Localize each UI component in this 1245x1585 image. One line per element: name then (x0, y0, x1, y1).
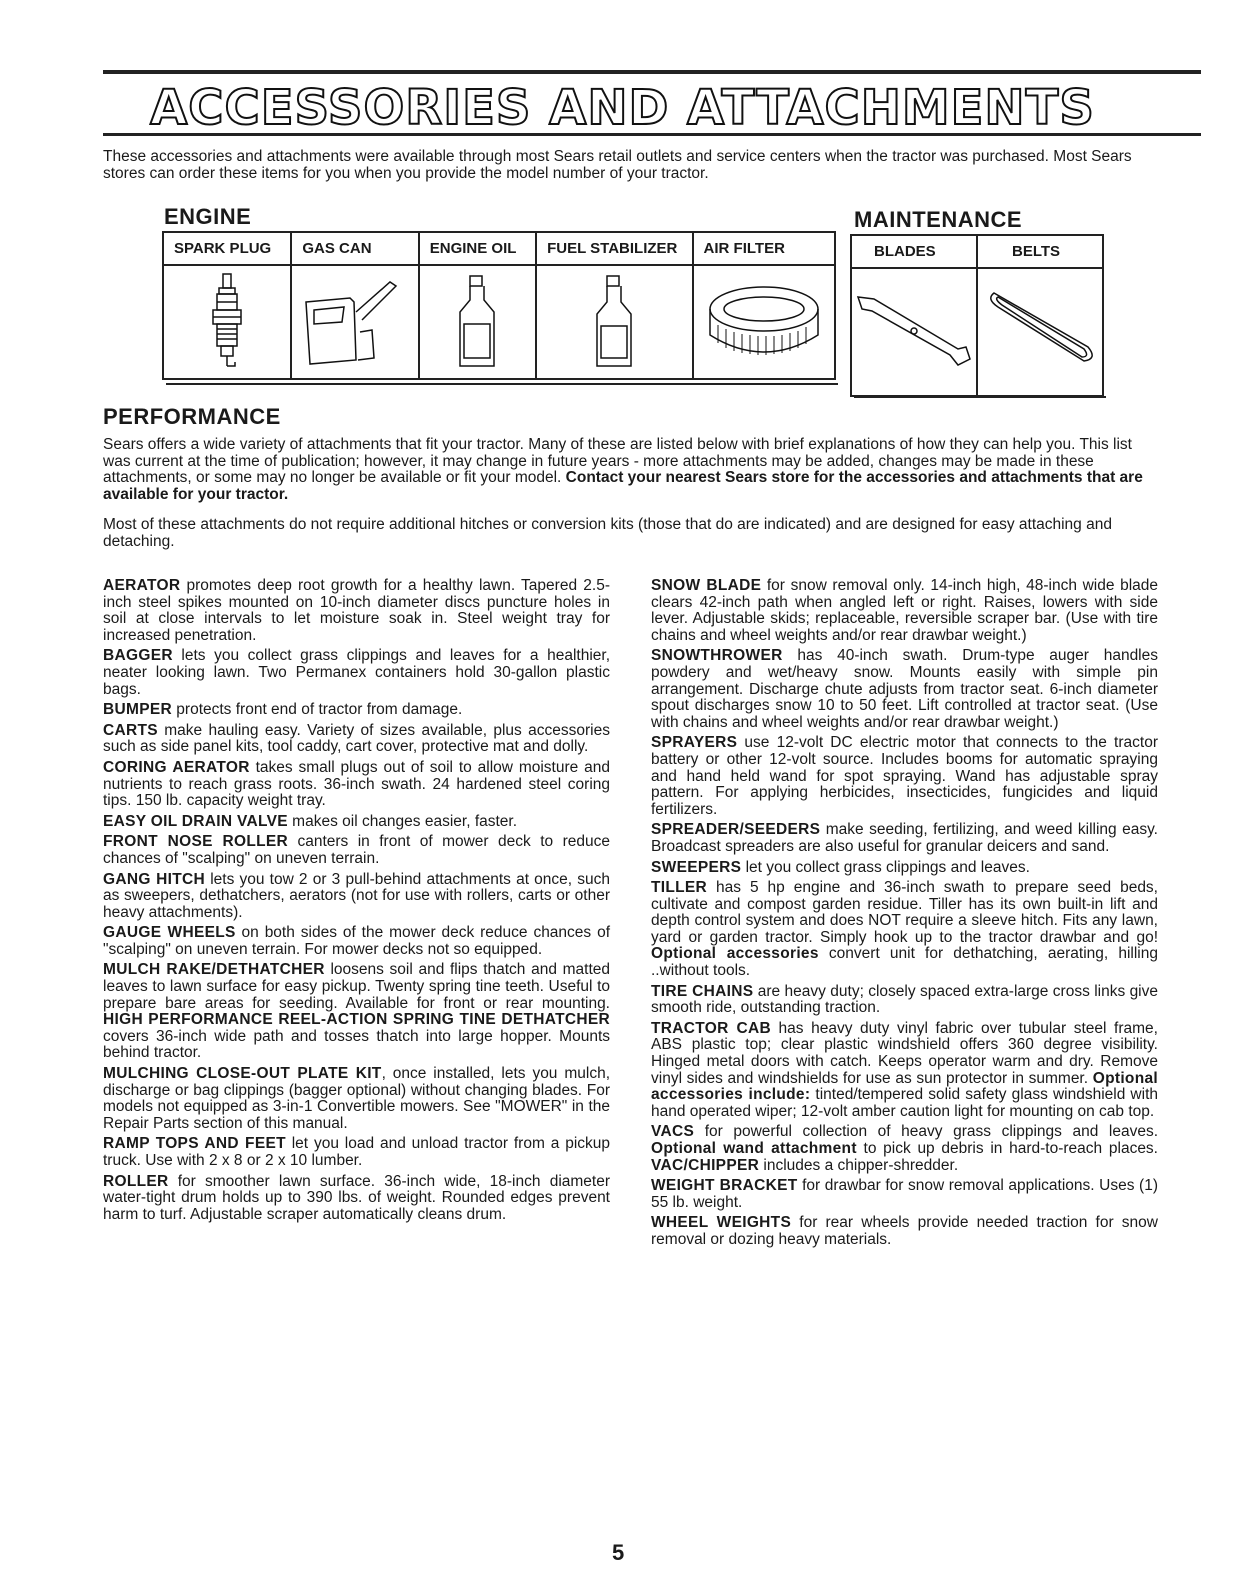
air-filter-label: AIR FILTER (693, 232, 835, 265)
list-item: VACS for powerful collection of heavy grass clippings and leaves. Optional wand attachment to pick up debris in hard-to-reach places. VAC/CHIPPER includes a chipper-shredder. (651, 1123, 1158, 1174)
performance-text: Sears offers a wide variety of attachments that fit your tractor. Many of these are listed below with brief explanations of how they can help you. This list was current at the time of publication; however, it may change in future years - more attachments may be added, changes may be made in these attachments, or some may no longer be available or fit your model. (103, 436, 1132, 486)
list-item: BAGGER lets you collect grass clippings and leaves for a healthier, neater looking lawn. Two Permanex containers hold 30-gallon plastic bags. (103, 647, 610, 698)
maintenance-table (850, 234, 1104, 397)
engine-oil-label: ENGINE OIL (419, 232, 536, 265)
list-item: MULCHING CLOSE-OUT PLATE KIT, once installed, lets you mulch, discharge or bag clippings (bagger optional) without changing blades. For models not equipped as 3-in-1 Convertible mowers. See "MOWER" in the Repair Parts section of this manual. (103, 1065, 610, 1132)
list-item: WHEEL WEIGHTS for rear wheels provide needed traction for snow removal or dozing heavy materials. (651, 1214, 1158, 1248)
top-rule (103, 70, 1201, 74)
list-item: FRONT NOSE ROLLER canters in front of mower deck to reduce chances of "scalping" on uneven terrain. (103, 833, 610, 867)
belt-icon (980, 287, 1100, 377)
gas-can-label: GAS CAN (291, 232, 418, 265)
list-item: SNOWTHROWER has 40-inch swath. Drum-type auger handles powdery and wet/heavy snow. Mounts easily with simple pin arrangement. Discharge chute adjusts from tractor seat. 6-inch diameter spout discharges snow 10 to 50 feet. Lift controlled at tractor seat. (Use with chains and wheel weights and/or rear drawbar weight.) (651, 647, 1158, 731)
intro-text: These accessories and attachments were available through most Sears retail outlets and service centers when the tractor was purchased. Most Sears stores can order these items for you when you provide the model number of your tractor. (103, 148, 1132, 182)
fuel-stabilizer-label: FUEL STABILIZER (536, 232, 692, 265)
spark-plug-label: SPARK PLUG (163, 232, 291, 265)
list-item: RAMP TOPS AND FEET let you load and unload tractor from a pickup truck. Use with 2 x 8 or 2 x 10 lumber. (103, 1135, 611, 1169)
engine-table (162, 231, 836, 380)
list-item: MULCH RAKE/DETHATCHER loosens soil and flips thatch and matted leaves to lawn surface for easy pickup. Twenty spring tine teeth. Useful to prepare bare areas for seeding. Available for front or rear mounting. HIGH PERFORMANCE REEL-ACTION SPRING TINE DETHATCHER covers 36-inch wide path and tosses thatch into large hopper. Mounts behind tractor. (103, 961, 610, 1062)
list-item: SPRAYERS use 12-volt DC electric motor that connects to the tractor battery or other 12-volt source. Includes booms for automatic spraying and hand held wand for spot spraying. Wand has adjustable spray pattern. For applying herbicides, insecticides, fungicides and liquid fertilizers. (651, 734, 1158, 818)
air-filter-icon (704, 277, 824, 367)
performance-paragraph (103, 437, 1163, 503)
list-item: GANG HITCH lets you tow 2 or 3 pull-behind attachments at once, such as sweepers, dethatchers, aerators (not for use with rollers, carts or other heavy attachments). (103, 870, 610, 921)
spark-plug-icon (207, 272, 247, 372)
list-item: TIRE CHAINS are heavy duty; closely spaced extra-large cross links give smooth ride, outstanding traction. (651, 982, 1158, 1017)
list-item: GAUGE WHEELS on both sides of the mower deck reduce chances of "scalping" on uneven terrain. For mower decks not so equipped. (103, 924, 610, 958)
oil-bottle-icon (452, 272, 502, 372)
list-item: EASY OIL DRAIN VALVE makes oil changes easier, faster. (103, 812, 518, 830)
list-item: SNOW BLADE for snow removal only. 14-inch high, 48-inch wide blade clears 42-inch path when angled left or right. Raises, lowers with side lever. Adjustable skids; replaceable, reversible scraper bar. (Use with tire chains and wheel weights and/or rear drawbar weight.) (651, 577, 1158, 644)
page-number: 5 (612, 1540, 625, 1565)
list-item: AERATOR promotes deep root growth for a healthy lawn. Tapered 2.5-inch steel spikes mounted on 10-inch diameter discs puncture holes in soil at close intervals to let moisture soak in. Steel weight tray for increased penetration. (103, 577, 610, 644)
stabilizer-bottle-icon (589, 272, 639, 372)
attachments-note: Most of these attachments do not require additional hitches or conversion kits (those that do are indicated) and are designed for easy attaching and detaching. (103, 516, 1112, 550)
maintenance-table-shadow (854, 396, 1106, 398)
performance-contact-note: Contact your nearest Sears store for the accessories and attachments that are available for your tractor. (103, 469, 1143, 503)
engine-table-shadow (166, 383, 838, 385)
left-column (103, 578, 610, 1227)
blades-label: BLADES (851, 235, 977, 268)
engine-heading: ENGINE (164, 204, 252, 229)
list-item: CORING AERATOR takes small plugs out of soil to allow moisture and nutrients to reach grass roots. 36-inch swath. 24 hardened steel coring tips. 150 lb. capacity weight tray. (103, 758, 610, 810)
maintenance-heading: MAINTENANCE (854, 207, 1023, 232)
performance-heading: PERFORMANCE (103, 404, 281, 429)
list-item: SWEEPERS let you collect grass clippings and leaves. (651, 858, 1030, 876)
belts-label: BELTS (977, 235, 1103, 268)
page-title: ACCESSORIES AND ATTACHMENTS (150, 80, 1095, 136)
list-item: TILLER has 5 hp engine and 36-inch swath to prepare seed beds, cultivate and compost garden residue. Tiller has its own built-in lift and depth control system and does NOT require a sleeve hitch. Fits any lawn, yard or garden tractor. Simply hook up to the tractor drawbar and go! Optional accessories convert unit for dethatching, aerating, hilling ..without tools. (651, 879, 1158, 980)
list-item: SPREADER/SEEDERS make seeding, fertilizing, and weed killing easy. Broadcast spreaders are also useful for granular deicers and sand. (651, 821, 1158, 855)
right-column (651, 578, 1158, 1253)
list-item: CARTS make hauling easy. Variety of sizes available, plus accessories such as side panel kits, tool caddy, cart cover, protective mat and dolly. (103, 721, 610, 756)
gas-can-icon (300, 272, 410, 372)
blade-icon (854, 287, 974, 377)
list-item: BUMPER protects front end of tractor from damage. (103, 701, 463, 719)
list-item: ROLLER for smoother lawn surface. 36-inch wide, 18-inch diameter water-tight drum holds up to 390 lbs. of weight. Rounded edges prevent harm to turf. Adjustable scraper automatically cleans drum. (103, 1172, 610, 1223)
list-item: TRACTOR CAB has heavy duty vinyl fabric over tubular steel frame, ABS plastic top; clear plastic windshield offers 360 degree visibility. Hinged metal doors with catch. Keeps operator warm and dry. Remove vinyl sides and windshields for use as sun protector in summer. Optional accessories include: tinted/tempered solid safety glass windshield with hand operated wiper; 12-volt amber caution light for mounting on cab top. (651, 1019, 1158, 1120)
list-item: WEIGHT BRACKET for drawbar for snow removal applications. Uses (1) 55 lb. weight. (651, 1177, 1158, 1211)
